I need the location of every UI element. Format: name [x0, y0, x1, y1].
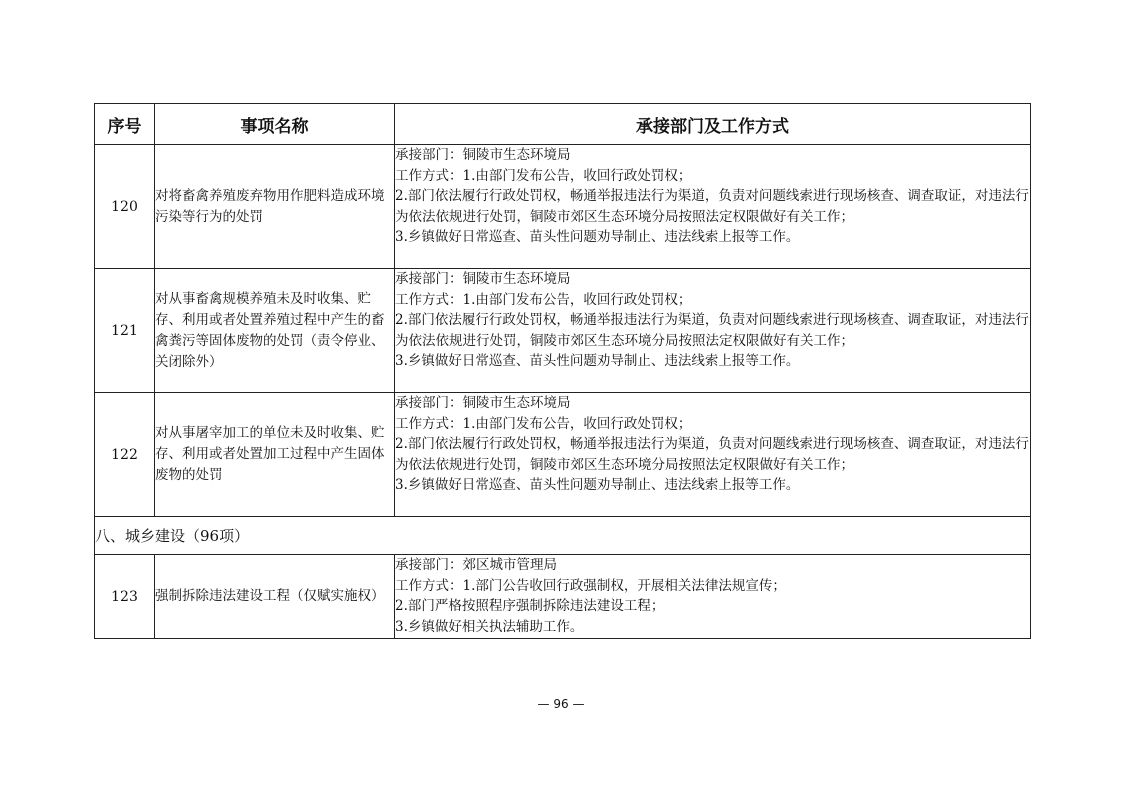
header-department-method: 承接部门及工作方式 — [395, 104, 1031, 145]
method-line: 3.乡镇做好相关执法辅助工作。 — [395, 618, 584, 635]
method-line: 工作方式：1.由部门发布公告，收回行政处罚权； — [395, 415, 692, 432]
department-method — [395, 145, 1031, 269]
row-number: 122 — [95, 393, 155, 517]
method-line: 承接部门：郊区城市管理局 — [395, 557, 557, 573]
table-row — [95, 269, 1031, 393]
method-line: 2.部门严格按照程序强制拆除违法建设工程； — [395, 598, 665, 614]
table-row — [95, 145, 1031, 269]
header-serial-number: 序号 — [95, 104, 155, 145]
method-line: 2.部门依法履行行政处罚权，畅通举报违法行为渠道，负责对问题线索进行现场核查、调查取证，对违法行为依法依规进行处罚，铜陵市郊区生态环境分局按照法定权限做好有关工作； — [395, 436, 1029, 473]
method-line: 3.乡镇做好日常巡查、苗头性问题劝导制止、违法线索上报等工作。 — [395, 229, 800, 245]
row-number: 123 — [95, 555, 155, 639]
method-line: 3.乡镇做好日常巡查、苗头性问题劝导制止、违法线索上报等工作。 — [395, 353, 800, 369]
item-name: 强制拆除违法建设工程（仅赋实施权） — [155, 555, 395, 639]
method-line: 2.部门依法履行行政处罚权，畅通举报违法行为渠道，负责对问题线索进行现场核查、调查取证，对违法行为依法依规进行处罚，铜陵市郊区生态环境分局按照法定权限做好有关工作； — [395, 188, 1029, 225]
method-line: 3.乡镇做好日常巡查、苗头性问题劝导制止、违法线索上报等工作。 — [395, 477, 800, 493]
section-heading: 八、城乡建设（96项） — [95, 517, 1031, 555]
method-line: 承接部门：铜陵市生态环境局 — [395, 395, 571, 411]
department-method — [395, 269, 1031, 393]
page-number: — 96 — — [537, 697, 585, 711]
table-row — [95, 555, 1031, 639]
method-line: 工作方式：1.由部门发布公告，收回行政处罚权； — [395, 167, 692, 184]
method-line: 2.部门依法履行行政处罚权，畅通举报违法行为渠道，负责对问题线索进行现场核查、调查取证，对违法行为依法依规进行处罚，铜陵市郊区生态环境分局按照法定权限做好有关工作； — [395, 312, 1029, 349]
method-line: 工作方式：1.由部门发布公告，收回行政处罚权； — [395, 291, 692, 308]
row-number: 120 — [95, 145, 155, 269]
method-line: 工作方式：1.部门公告收回行政强制权，开展相关法律法规宣传； — [395, 577, 786, 594]
section-row — [95, 517, 1031, 555]
item-name: 对从事屠宰加工的单位未及时收集、贮存、利用或者处置加工过程中产生固体废物的处罚 — [155, 393, 395, 517]
item-name: 对从事畜禽规模养殖未及时收集、贮存、利用或者处置养殖过程中产生的畜禽粪污等固体废物的处罚（责令停业、关闭除外） — [155, 269, 395, 393]
matters-table — [94, 103, 1031, 639]
method-line: 承接部门：铜陵市生态环境局 — [395, 147, 571, 163]
department-method — [395, 555, 1031, 639]
header-item-name: 事项名称 — [155, 104, 395, 145]
table-row — [95, 393, 1031, 517]
method-line: 承接部门：铜陵市生态环境局 — [395, 271, 571, 287]
table-header-row — [95, 104, 1031, 145]
row-number: 121 — [95, 269, 155, 393]
item-name: 对将畜禽养殖废弃物用作肥料造成环境污染等行为的处罚 — [155, 145, 395, 269]
department-method — [395, 393, 1031, 517]
